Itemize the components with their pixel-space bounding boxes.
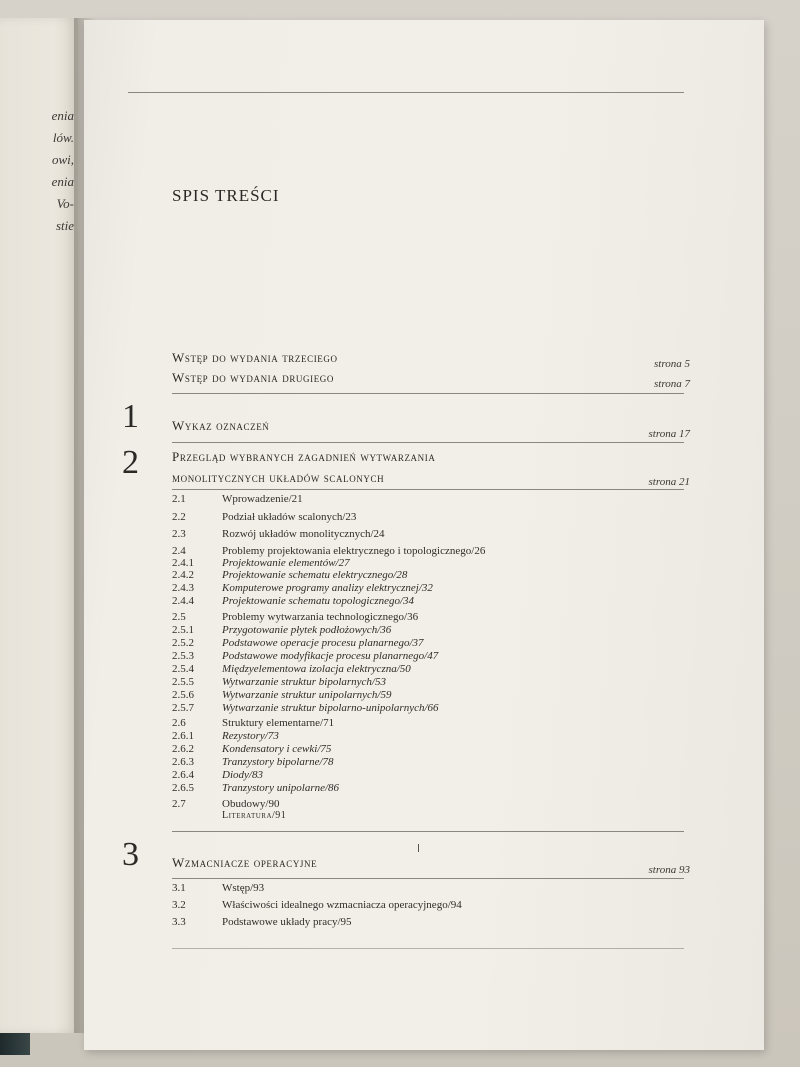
toc-subentry (172, 581, 692, 595)
entry-number: 2.5.1 (172, 624, 194, 636)
entry-title: Wytwarzanie struktur bipolarno-unipolarnych/66 (222, 702, 439, 714)
toc-entry (172, 898, 692, 912)
chapter-title-line2: monolitycznych układów scalonych (172, 470, 385, 485)
entry-title: Obudowy/90 (222, 798, 280, 810)
entry-number: 2.4.1 (172, 557, 194, 569)
left-page-fragment: enia (51, 174, 74, 189)
left-page-fragment: enia (51, 108, 74, 123)
entry-title: Komputerowe programy analizy elektrycznej/32 (222, 582, 433, 594)
entry-title: Podział układów scalonych/23 (222, 511, 357, 523)
toc-subentry (172, 662, 692, 676)
chapter-page-ref: strona 21 (648, 476, 690, 488)
entry-title: Podstawowe operacje procesu planarnego/37 (222, 637, 424, 649)
entry-number: 2.3 (172, 528, 186, 540)
entry-number: 2.4.4 (172, 595, 194, 607)
entry-title: Wytwarzanie struktur unipolarnych/59 (222, 689, 392, 701)
toc-subentry (172, 781, 692, 795)
entry-number: 2.1 (172, 493, 186, 505)
page-mark (418, 844, 419, 852)
entry-number: 2.6.4 (172, 769, 194, 781)
entry-number: 3.1 (172, 882, 186, 894)
toc-subentry (172, 649, 692, 663)
toc-subentry (172, 768, 692, 782)
chapter-title: Wzmacniacze operacyjne (172, 855, 318, 870)
entry-title: Struktury elementarne/71 (222, 717, 335, 729)
toc-entry (172, 510, 692, 524)
entry-number: 2.4.2 (172, 569, 194, 581)
section-rule (172, 442, 684, 443)
entry-title: Podstawowe modyfikacje procesu planarnego/47 (222, 650, 439, 662)
entry-number: 2.5 (172, 611, 186, 623)
entry-number: 2.6 (172, 717, 186, 729)
chapter-number: 3 (122, 836, 139, 873)
entry-title: Wstęp/93 (222, 882, 265, 894)
top-rule (128, 92, 684, 93)
entry-number: 2.5.5 (172, 676, 194, 688)
chapter-number: 1 (122, 398, 139, 435)
left-page-fragment: lów. (52, 130, 74, 145)
entry-title: Międzyelementowa izolacja elektryczna/50 (222, 663, 411, 675)
left-page-fragment: stie (55, 218, 74, 233)
entry-title: Projektowanie schematu topologicznego/34 (222, 595, 415, 607)
entry-title: Wytwarzanie struktur bipolarnych/53 (222, 676, 386, 688)
intro-entry-third-edition: Wstęp do wydania trzeciego (172, 350, 338, 365)
entry-number: 2.5.7 (172, 702, 194, 714)
literature-entry: Literatura/91 (222, 810, 287, 821)
bottom-rule (172, 948, 684, 949)
toc-entry (172, 881, 692, 895)
chapter-page-ref: strona 93 (648, 864, 690, 876)
page-title: SPIS TREŚCI (172, 186, 280, 205)
chapter-number: 2 (122, 444, 139, 481)
section-rule (172, 878, 684, 879)
entry-title: Podstawowe układy pracy/95 (222, 916, 352, 928)
entry-title: Problemy projektowania elektrycznego i topologicznego/26 (222, 545, 486, 557)
entry-number: 3.2 (172, 899, 186, 911)
toc-entry (172, 492, 692, 506)
entry-title: Diody/83 (222, 769, 263, 781)
toc-subentry (172, 675, 692, 689)
left-page-fragment: owi, (51, 152, 74, 167)
toc-subentry (172, 755, 692, 769)
entry-title: Tranzystory unipolarne/86 (222, 782, 340, 794)
entry-title: Właściwości idealnego wzmacniacza operacyjnego/94 (222, 899, 462, 911)
entry-number: 2.6.1 (172, 730, 194, 742)
toc-subentry (172, 729, 692, 743)
toc-subentry (172, 594, 692, 608)
entry-title: Projektowanie elementów/27 (222, 557, 350, 569)
entry-number: 2.7 (172, 798, 186, 810)
toc-entry (172, 527, 692, 541)
toc-subentry (172, 742, 692, 756)
entry-number: 2.4.3 (172, 582, 194, 594)
entry-title: Projektowanie schematu elektrycznego/28 (222, 569, 408, 581)
entry-title: Tranzystory bipolarne/78 (222, 756, 334, 768)
chapter-page-ref: strona 17 (648, 428, 690, 440)
toc-subentry (172, 636, 692, 650)
entry-title: Rozwój układów monolitycznych/24 (222, 528, 385, 540)
entry-number: 2.6.5 (172, 782, 194, 794)
entry-number: 2.6.2 (172, 743, 194, 755)
chapter-title: Wykaz oznaczeń (172, 418, 270, 433)
chapter-title: Przegląd wybranych zagadnień wytwarzania (172, 449, 436, 464)
entry-title: Problemy wytwarzania technologicznego/36 (222, 611, 419, 623)
toc-subentry (172, 701, 692, 715)
toc-entry (172, 915, 692, 929)
section-rule (172, 489, 684, 490)
left-page (0, 18, 78, 1033)
entry-title: Rezystory/73 (222, 730, 279, 742)
toc-subentry (172, 623, 692, 637)
entry-number: 2.5.2 (172, 637, 194, 649)
entry-title: Wprowadzenie/21 (222, 493, 303, 505)
entry-number: 2.2 (172, 511, 186, 523)
toc-entry (172, 610, 692, 624)
toc-subentry (172, 568, 692, 582)
section-rule (172, 393, 684, 394)
intro-page-ref: strona 7 (654, 378, 690, 390)
entry-title: Przygotowanie płytek podłożowych/36 (222, 624, 392, 636)
left-page-fragment: Vo- (56, 196, 74, 211)
entry-number: 2.5.3 (172, 650, 194, 662)
entry-number: 2.6.3 (172, 756, 194, 768)
entry-number: 3.3 (172, 916, 186, 928)
toc-entry (172, 797, 692, 811)
toc-subentry (172, 688, 692, 702)
toc-entry (172, 716, 692, 730)
entry-title: Kondensatory i cewki/75 (222, 743, 332, 755)
entry-number: 2.5.6 (172, 689, 194, 701)
entry-number: 2.4 (172, 545, 186, 557)
intro-entry-second-edition: Wstęp do wydania drugiego (172, 370, 335, 385)
intro-page-ref: strona 5 (654, 358, 690, 370)
section-rule (172, 831, 684, 832)
entry-number: 2.5.4 (172, 663, 194, 675)
